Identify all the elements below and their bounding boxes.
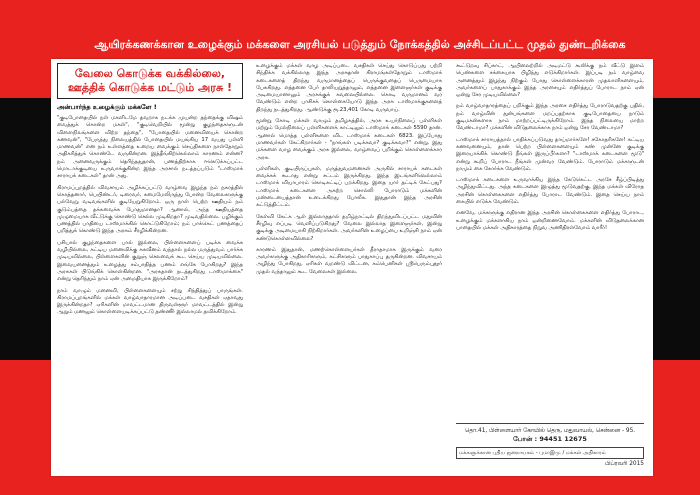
paragraph: கேள்வி கேட்க ஆள் இல்லாததால் தமிழ்நாட்டில் திறந்துவிடப்பட்ட மதுவின் சீரழிவு எப்படி வெளிப்படுகிறது? வேலை இல்லாத இளைஞர்கள், இன்று குடிக்கு அடிமையாகி நிற்கிறார்கள். அவர்களின் உழைப்பை உறிஞ்சி நாம் ஏன் கண்டுகொள்ளவில்லை? — [256, 213, 442, 242]
column-2 — [256, 63, 442, 472]
paragraph: உழைக்கும் மக்கள் வாழ அடிப்படை வசதிகள் செய்து கொடுப்பது பற்றி சிந்திக்க வக்கில்லாத இந்த அரசுதான் கிராமங்கள்தோறும் டாஸ்மாக் கடைகளைத் திறந்து வருமானத்தைப் பெருக்குவதைப் பெருமையாக பேசுகிறது. எத்தனை பேர் தாலியறுத்தாலும், எத்தனை இளைஞர்கள் குடிக்கு அடிமையானாலும் அரசுக்குக் கவலையில்லை. கொடி வருமானம் வர வேண்டும் என்ற பாசிசக் கொள்கையோடு இந்த அரசு டாஸ்மாக்குகளைத் திறந்து நடத்துகிறது. ஆண்டுக்கு ரூ.23,401 கோடி வருவாய். — [256, 63, 442, 113]
salutation: அன்பார்ந்த உழைக்கும் மக்களே ! — [57, 103, 157, 111]
column-1 — [57, 63, 243, 472]
paragraph: கிராமப்புறத்தில் விவசாயம் அழிக்கப்பட்டு வாழ்வை இழந்த நம் நகரத்தில் கொத்தனார், பெயிண்டர், டிரைவர், சுமைமேலிருந்து போன்ற வேலைகளுக்கு பல்வேறு வடிவங்களில் குடியேறுகிறோம். ஒரு நாள் பெற்ற ஊதியம் நம் குடும்பத்தை தக்கவைக்க போதுமானதா? ஆனால், அந்த ஊதியத்தை முழுமையாக வீட்டுக்கு கொண்டு செல்ல முடிகிறதா? முடிவதில்லை. பழிக்கும் பணத்தில் பாதியை டாஸ்மாக்கில் கொட்டுகிறோம்; நம் பாக்கெட் பணத்தைப் பறித்துக் கொண்டு இந்த அரசும் சீரழிக்கின்றன. — [57, 184, 243, 235]
footer-address: தொ.41, பிள்ளையார் கோயில் தெரு, மதுவாயல், சென்னை - 95. — [456, 423, 644, 435]
paragraph: மூன்று கோடி மக்கள் வாழும் தமிழகத்தில், அரசு உயர்நிலைப் பள்ளிகள் மற்றும் மேல்நிலைப் பள்ளிகளைக் காட்டிலும் டாஸ்மாக் கடைகள் 5590 தான். ஆனால் மொத்த பள்ளிகளை விட டாஸ்மாக் கடைகள் 6823. இப்போது மாணவர்கள் கேட்கிறார்கள் - "நாங்கள் படிக்கவா? குடிக்கவா?" என்று. இது மக்களை வாழ வைக்கும் அரசு இல்லை, வாழ்வைப் பறிக்கும் கொள்ளைக்கார அரசு. — [256, 118, 442, 161]
title-line-1: வேலை கொடுக்க வக்கில்லை, — [74, 67, 226, 80]
footer-date: பிப்ரவரி 2015 — [605, 461, 644, 467]
title-box — [57, 63, 243, 99]
title-line-2: ஊத்திக் கொடுக்க மட்டும் அரசு ! — [68, 81, 232, 94]
paragraph: நம் வாழ்வாதாரத்தைப் பறிக்கும் இந்த அரசை எதிர்த்து போராடுவதற்கு பதில், நம் வாழ்வின் துன்பங்களை மறப்பதற்காக குடிபோதையை நாடும் குடிமகன்களாக நாம் மாற்றப்பட்டிருக்கிறோம். இந்த நிலையை மாற்ற வேண்டாமா? மக்களின் விடுதலைக்காக நாம் ஒன்று சேர வேண்டாமா? — [456, 103, 644, 132]
column-3 — [456, 63, 644, 416]
footer-phone: போன் : 94451 12675 — [513, 435, 587, 443]
paragraph: டாஸ்மாக் கடைகளை உருவாக்கிய இந்த கேடுகெட்ட அரசே சீழ்ப்பிடித்து அழிந்துவிட்டது. அந்த கடைகளை இழுத்து மூடுவதற்கு, இந்த மக்கள் விரோத அரசின் கொள்கைகளை எதிர்த்து போராட வேண்டும். இதை செய்ய நாம் கையில் எடுக்க வேண்டும். — [456, 177, 644, 206]
paragraph: பள்ளிகள், குடியிருப்புகள், மருத்துவமனைகள் அருகில் சாராயக் கடைகள் வைக்கக் கூடாது என்று சட்டம் இருக்கிறது. இந்த இடங்களிலெல்லாம் டாஸ்மாக் வியாபாரம் கொடிகட்டிப் பறக்கிறது. இதை யார் தட்டிக் கேட்பது? டாஸ்மாக் கடைகளை அகற்ற சொல்லி போராடும் மக்களின் மண்டையைத்தான் உடைக்கிறது போலீசு. இதுதான் இந்த அரசின் கட்டுத்திட்டம். — [256, 165, 442, 209]
paragraph: டாஸ்மாக் சாராயத்தால் பாதிக்கப்படுவது தாய்மார்களே! சகோதரிகளே! கட்டிய கணவனையும், தான் பெற்ற பிள்ளைகளையும் கண் முன்னே குடிக்கு இரையாக்கிக் கொண்டு நீங்கள் இருப்பீர்களா? "டாஸ்மாக் கடைகளை மூடு" என்று கூறிப் போராட நீங்கள் முன்வர வேண்டும். போராடும் மக்களுடன் நாமும் கை கோர்க்க வேண்டும். — [456, 136, 644, 172]
footer-publisher: மக்களுக்கான புதிய ஜனநாயகம் - புமாஇமு / மக்கள் அதிகாரம் — [456, 447, 644, 459]
paragraph: எனவே, மக்களுக்கு எதிரான இந்த அரசின் கொள்கைகளை எதிர்த்து போராட, உழைக்கும் மக்களாகிய நாம் ஒன்றிணைவோம். மக்களின் விடுதலைக்கான பாதையில் மக்கள் அதிகாரத்தை நிறுவ அணிதிரள்வோம் வாரீர்! — [456, 210, 644, 231]
paragraph: பசியால் குழந்தைகளை பால் இல்லை, பிள்ளைகளைப் படிக்க வைக்க வழியில்லை, கட்டிய மனைவிக்கு சுகவீனம் வந்தால் நல்ல மருத்துவம் பார்க்க முடியவில்லை, பிள்ளைகளின் குறுஞ் செலவைக் கூட செய்ய முடியவில்லை. இவையனைத்தும் உழைத்து சம்பாதித்த பணம் எங்கே போகிறது? இந்த அரசுகள் பிடுங்கிக் கொள்கின்றன. "அரசுதான் நடத்துகிறது டாஸ்மாக்கை" என்று தெரிந்தும் நாம் ஏன் அமைதியாக இருக்கிறோம்? — [57, 239, 243, 283]
page-headline: ஆயிரக்கணக்கான உழைக்கும் மக்களை அரசியல் படுத்தும் நோக்கத்தில் அச்சிடப்பட்ட முதல் துண்டறிக்கை — [94, 38, 626, 51]
paragraph: கூட்டுறவு சிப்காட், ஆயிலைற்றில் அடிமட்டு கூலிக்கு நம் வீட்டு இளம் பெண்களை சக்கையாக பிழிந்து எடுக்கிறார்கள். இப்படி நம் வாழ்வை அனைத்தும் இழந்து நிற்கும் போது கொள்ளைக்காரன் முதலாளிகளையும், அவர்களைப் பாதுகாக்கும் இந்த அரசையும் எதிர்த்துப் போராட நாம் ஏன் ஒன்று சேர முடியவில்லை? — [456, 63, 644, 99]
footer — [456, 423, 644, 468]
paragraph: காரணம் இதுதான், மணற்கொள்ளையர்கள் தீராதாமாக இருக்கும் வரை அவர்களுக்கு அதிகாரிகளும், கட்சிகளும் பாதுகாப்பு தருகின்றன. விவசாயம் அழிந்து போகிறது, ஏரிகள் வறண்டு விட்டன, கம்பெனிகள் ஸ்ரீபெரும்புதூர் முதல் வந்தாலும் கூட வேலைகள் இல்லை. — [256, 246, 442, 275]
leaflet-page — [51, 59, 653, 476]
paragraph: நாம் வாழும் மனைவி, பிள்ளைகளையும் சற்று சிந்தித்துப் பாருங்கள். கிராமப்புறங்களில் மக்கள் வாழ்வாதாரமான அடிப்படை வசதிகள் ஏதாவது இருக்கின்றதா? ஏரிகளின் மாவட்டமான திருவள்ளூர் மாவட்டத்தில் இன்று ஆறும் மணலும் கொள்ளையடிக்கப்பட்டு தண்ணீர் இல்லாமல் தவிக்கிறோம். — [57, 287, 243, 316]
paragraph: "குடிபோதையில் நள் மகளிடமே தவறாக நடக்க முயன்ற தந்தைக்கு விஷம் வைத்துக் கொன்ற மகள்", "குடிவெறியில் மூன்று குழந்தைகளுடன் விளைநிலங்களை விற்ற தந்தை", "போதையில் மனைவியைக் கொன்ற கணவன்", "பேருந்து நிலையத்தில் போதையில் மயங்கிய 17 வயது பள்ளி மாணவன்" என நம் உள்ளத்தை உறைய வைக்கும் செய்திகளை நாள்தோறும் அதிகரித்துக் கொண்டே வருகின்றன. இத்தீங்கிற்கெல்லாம் காரணம் என்ன? நம் அனைவருக்கும் தெரிந்ததுதான், பணத்திற்காக ஈகெடுக்கப்பட்ட மொடாக்குடியை உருவாக்குகின்ற இந்த அரசால் நடத்தப்படும் "டாஸ்மாக் சாராயக் கடைகள்" தான் அது. — [57, 115, 243, 180]
